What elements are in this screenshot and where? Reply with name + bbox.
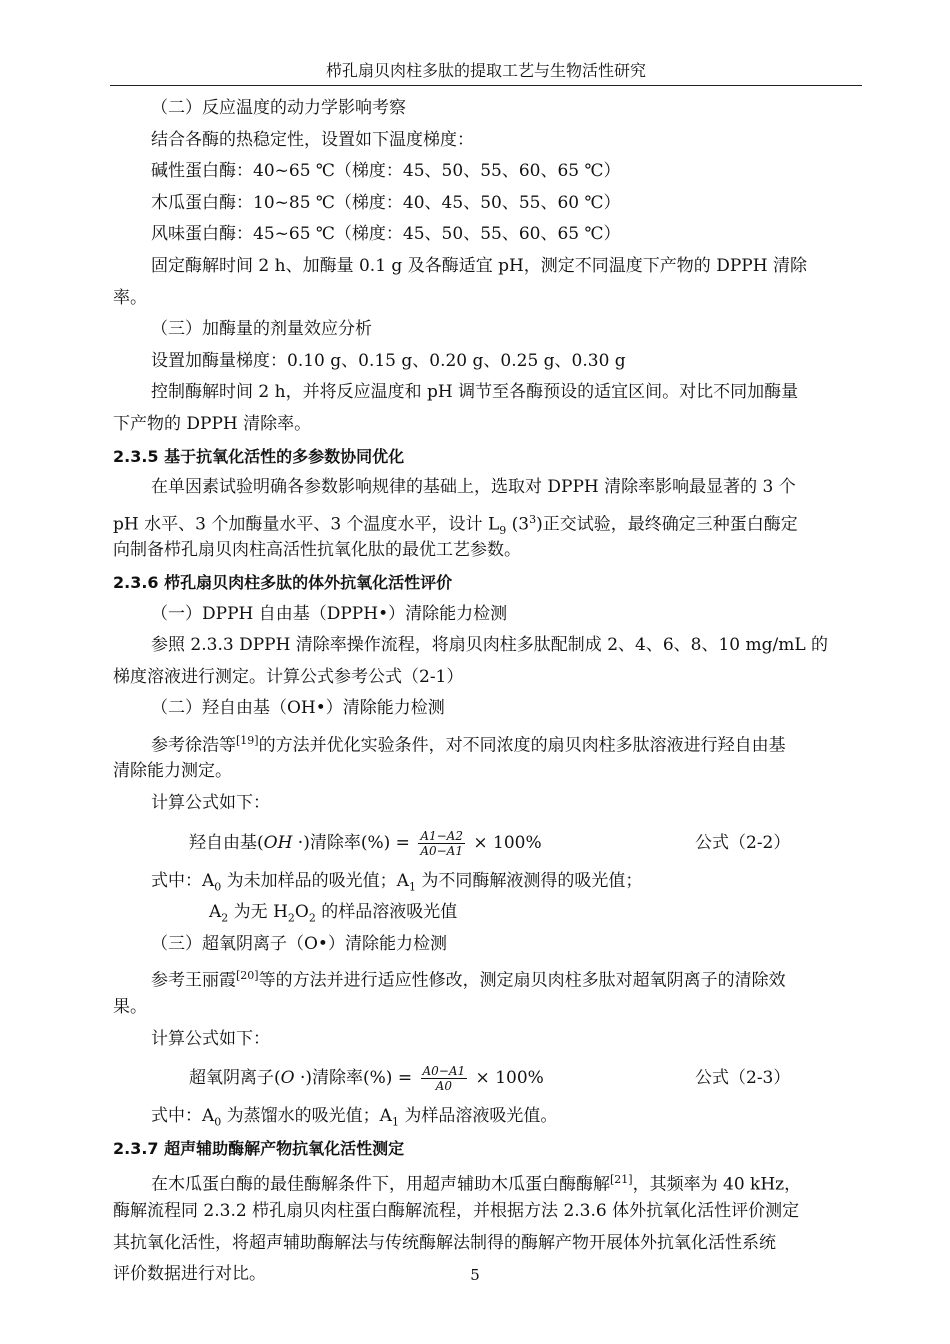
- fraction: $\frac{A0-A1}{A0}$: [422, 1064, 466, 1094]
- formula-expression: 羟自由基(OH ·)清除率(%) = $\frac{A1-A2}{A0-A1}$ × 100%: [189, 828, 542, 858]
- paragraph: 下产物的 DPPH 清除率。: [113, 413, 312, 434]
- paragraph: 参考王丽霞[20]等的方法并进行适应性修改，测定扇贝肉柱多肽对超氧阴离子的清除效: [151, 969, 786, 992]
- formula-number: 公式（2-3）: [695, 1068, 791, 1089]
- fraction: $\frac{A1-A2}{A0-A1}$: [420, 828, 463, 858]
- subsection-dpph: （一）DPPH 自由基（DPPH•）清除能力检测: [151, 603, 508, 624]
- paragraph: 控制酶解时间 2 h，并将反应温度和 pH 调节至各酶预设的适宜区间。对比不同加酶量: [151, 382, 799, 403]
- formula-2-2: [113, 820, 861, 866]
- subsection-hydroxyl: （二）羟自由基（OH•）清除能力检测: [151, 698, 445, 719]
- paragraph: 在单因素试验明确各参数影响规律的基础上，选取对 DPPH 清除率影响最显著的 3 个: [151, 477, 796, 498]
- formula-legend: 式中：$A_0$ 为未加样品的吸光值；$A_1$ 为不同酶解液测得的吸光值；: [151, 870, 643, 894]
- citation-20: [20]: [236, 969, 259, 983]
- section-heading-2-3-7: 2.3.7 超声辅助酶解产物抗氧化活性测定: [113, 1138, 405, 1158]
- section-heading-2-3-6: 2.3.6 栉孔扇贝肉柱多肽的体外抗氧化活性评价: [113, 572, 453, 592]
- page-body: [113, 93, 861, 1291]
- paragraph: 固定酶解时间 2 h、加酶量 0.1 g 及各酶适宜 pH，测定不同温度下产物的 DPPH 清除: [151, 255, 807, 276]
- paragraph: 率。: [113, 287, 147, 308]
- subsection-enzyme-dose: （三）加酶量的剂量效应分析: [151, 319, 372, 340]
- subsection-superoxide: （三）超氧阴离子（O•）清除能力检测: [151, 933, 447, 954]
- page-number: 5: [470, 1266, 480, 1284]
- citation-19: [19]: [236, 733, 259, 747]
- list-item: 木瓜蛋白酶：10~85 ℃（梯度：40、45、50、55、60 ℃）: [151, 192, 621, 213]
- paragraph: 清除能力测定。: [113, 761, 232, 782]
- paragraph: 参考徐浩等[19]的方法并优化实验条件，对不同浓度的扇贝肉柱多肽溶液进行羟自由基: [151, 733, 786, 756]
- paragraph: 在木瓜蛋白酶的最佳酶解条件下，用超声辅助木瓜蛋白酶酶解[21]，其频率为 40 kHz，: [151, 1173, 802, 1196]
- paragraph: pH 水平、3 个加酶量水平、3 个温度水平，设计 $L_9$ $(3^3)$正交试验，最终确定三种蛋白酶定: [113, 512, 798, 537]
- formula-2-3: [113, 1055, 861, 1101]
- paragraph: 设置加酶量梯度：0.10 g、0.15 g、0.20 g、0.25 g、0.30 g: [151, 350, 626, 371]
- section-heading-2-3-5: 2.3.5 基于抗氧化活性的多参数协同优化: [113, 446, 405, 466]
- formula-number: 公式（2-2）: [695, 832, 791, 853]
- formula-legend: $A_2$ 为无 $H_2O_2$ 的样品溶液吸光值: [209, 902, 458, 925]
- subsection-temperature: （二）反应温度的动力学影响考察: [151, 98, 406, 118]
- list-item: 风味蛋白酶：45~65 ℃（梯度：45、50、55、60、65 ℃）: [151, 224, 621, 245]
- formula-expression: 超氧阴离子(O ·)清除率(%) = $\frac{A0-A1}{A0}$ × 100%: [189, 1064, 544, 1094]
- paragraph: 评价数据进行对比。: [113, 1264, 266, 1285]
- paragraph: 其抗氧化活性，将超声辅助酶解法与传统酶解法制得的酶解产物开展体外抗氧化活性系统: [113, 1232, 776, 1253]
- paragraph: 计算公式如下：: [151, 793, 270, 814]
- paragraph: 向制备栉孔扇贝肉柱高活性抗氧化肽的最优工艺参数。: [113, 540, 521, 561]
- paragraph: 果。: [113, 997, 147, 1018]
- paragraph: 梯度溶液进行测定。计算公式参考公式（2-1）: [113, 666, 464, 687]
- citation-21: [21]: [610, 1173, 633, 1187]
- list-item: 碱性蛋白酶：40~65 ℃（梯度：45、50、55、60、65 ℃）: [151, 161, 621, 182]
- formula-legend: 式中：$A_0$ 为蒸馏水的吸光值；$A_1$ 为样品溶液吸光值。: [151, 1106, 558, 1129]
- paragraph: 计算公式如下：: [151, 1028, 270, 1049]
- paragraph: 酶解流程同 2.3.2 栉孔扇贝肉柱蛋白酶解流程，并根据方法 2.3.6 体外抗氧化活性评价测定: [113, 1201, 800, 1221]
- paragraph: 参照 2.3.3 DPPH 清除率操作流程，将扇贝肉柱多肽配制成 2、4、6、8、10 mg/mL 的: [151, 635, 829, 656]
- paragraph: 结合各酶的热稳定性，设置如下温度梯度：: [151, 129, 474, 150]
- running-header: 栉孔扇贝肉柱多肽的提取工艺与生物活性研究: [110, 60, 862, 86]
